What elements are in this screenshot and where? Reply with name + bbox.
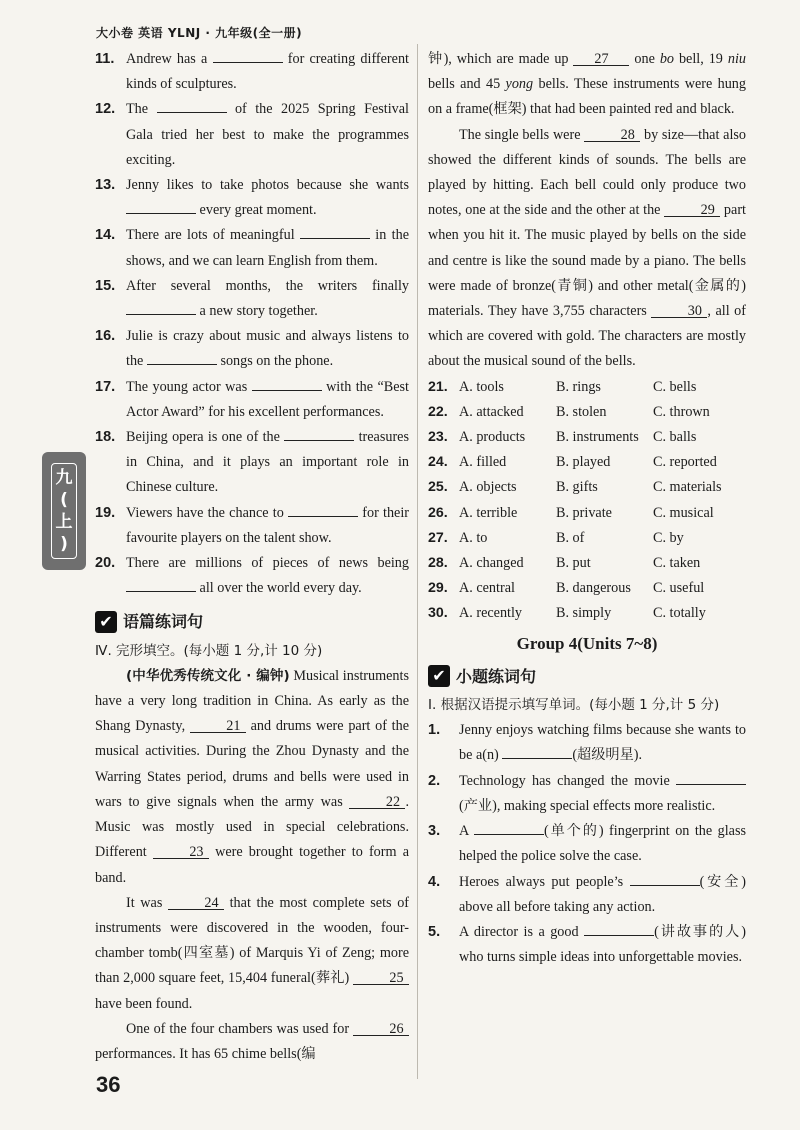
question-item [95,173,409,223]
answer-blank[interactable] [584,922,654,936]
question-text: Jenny enjoys watching films because she wants to be a(n) [459,722,746,764]
question-text: for their favourite players on the talent show. [126,504,410,546]
question-text: Jenny likes to take photos because she wants [126,177,409,194]
option-a[interactable]: A. recently [459,605,523,622]
question-item [95,274,409,324]
side-tab-char: 九 [55,468,73,488]
question-text: (超级明星). [572,747,643,764]
question-text: There are lots of meaningful [126,227,300,244]
question-text: with the “Best Actor Award” for his excellent performances. [126,378,409,420]
question-number: 19. [95,504,116,521]
question-text: treasures in China, and it plays an important role in Chinese culture. [126,429,409,496]
question-text: (单个的) fingerprint on the glass helped the police solve the case. [459,823,747,865]
question-number: 4. [428,873,441,890]
answer-blank[interactable] [252,377,322,391]
question-text: (产业), making special effects more realistic. [459,797,716,814]
question-text: (讲故事的人) who turns simple ideas into unforgettable movies. [459,923,746,966]
option-number: 24. [428,454,448,471]
side-tab-char: ( [60,490,68,510]
option-c[interactable]: C. bells [653,378,697,395]
question-number: 18. [95,429,116,446]
section-title: 小题练词句 [456,666,537,686]
option-number: 30. [428,605,448,622]
option-row [428,576,746,601]
question-text: songs on the phone. [216,353,334,370]
option-a[interactable]: A. to [459,529,488,546]
option-row [428,501,746,526]
option-c[interactable]: C. musical [653,504,714,521]
cloze-paragraph-3-cont: 钟), which are made up 27 one bo bell, 19 niu bells and 45 yong bells. These instruments were hung on a frame(框架) that had been painted red and black. [428,51,746,118]
answer-blank[interactable] [147,351,217,365]
option-number: 27. [428,529,448,546]
question-text: Viewers have the chance to [126,504,289,521]
right-column [428,47,746,970]
side-tab-char: ) [60,534,68,554]
question-item [95,551,409,601]
option-number: 26. [428,504,448,521]
question-number: 12. [95,101,116,118]
section-heading-words [428,664,746,689]
question-text: The [126,101,157,118]
section-heading-discourse [95,609,409,634]
answer-blank[interactable] [126,200,196,214]
question-number: 15. [95,277,116,294]
option-number: 23. [428,429,448,446]
left-column [95,47,409,1067]
option-row [428,450,746,475]
question-text: a new story together. [196,303,318,320]
question-number: 16. [95,328,116,345]
option-b[interactable]: B. put [556,555,591,572]
answer-blank[interactable] [213,49,283,63]
option-b[interactable]: B. stolen [556,403,607,420]
question-number: 14. [95,227,116,244]
option-b[interactable]: B. instruments [556,429,639,446]
question-text: in the shows, and we can learn English from them. [126,227,409,269]
blank-25[interactable]: 25 [353,971,409,985]
answer-blank[interactable] [474,821,544,835]
cloze-instruction: Ⅳ. 完形填空。(每小题 1 分,计 10 分) [95,642,323,659]
question-number: 5. [428,923,441,940]
blank-29[interactable]: 29 [664,203,720,217]
option-a[interactable]: A. central [459,580,515,597]
option-b[interactable]: B. gifts [556,479,598,496]
cloze-paragraph-1: (中华优秀传统文化 · 编钟) Musical instruments have a very long tradition in China. As early as the Shang Dynasty, 21 and drums were part of the musical activities. During the Zhou Dynasty and the Warring States period, drums and bells were used in wars to give signals when the army was 22 . Music was mostly used in special celebrations. Different 23 were brought together to form a band. [95,667,409,886]
fill-instruction: Ⅰ. 根据汉语提示填写单词。(每小题 1 分,计 5 分) [428,697,720,714]
question-item [428,769,746,819]
option-a[interactable]: A. attacked [459,403,524,420]
question-text: every great moment. [196,202,317,219]
answer-blank[interactable] [630,872,700,886]
answer-blank[interactable] [502,745,572,759]
option-a[interactable]: A. terrible [459,504,518,521]
question-text: (安全) above all before taking any action. [459,873,746,915]
blank-23[interactable]: 23 [153,845,209,859]
answer-blank[interactable] [288,503,358,517]
section-title: 语篇练词句 [123,612,204,632]
side-tab-char: 上 [55,512,73,532]
option-b[interactable]: B. dangerous [556,580,631,597]
column-divider [417,44,418,1079]
question-text: Julie is crazy about music and always listens to the [126,328,409,370]
question-text: A [459,823,474,840]
option-c[interactable]: C. useful [653,580,705,597]
question-text: Andrew has a [126,51,213,67]
question-item [428,819,746,869]
option-a[interactable]: A. changed [459,555,524,572]
option-row [428,601,746,626]
question-item [95,324,409,374]
option-b[interactable]: B. played [556,454,611,471]
question-number: 11. [95,51,115,67]
question-text: The young actor was [126,378,252,395]
hint-fill-items [428,718,746,970]
option-c[interactable]: C. by [653,529,684,546]
option-row [428,526,746,551]
answer-blank[interactable] [676,771,746,785]
answer-options [428,375,746,627]
question-text: A director is a good [459,923,585,940]
answer-blank[interactable] [300,225,370,239]
option-a[interactable]: A. tools [459,378,504,395]
page-number: 36 [96,1072,121,1097]
option-number: 29. [428,580,448,597]
blank-27[interactable]: 27 [573,52,629,66]
cloze-source: (中华优秀传统文化 · 编钟) [126,667,290,684]
answer-blank[interactable] [126,578,196,592]
question-item [95,97,409,173]
question-number: 1. [428,722,441,739]
question-item [95,375,409,425]
option-a[interactable]: A. filled [459,454,507,471]
option-b[interactable]: B. rings [556,378,601,395]
answer-blank[interactable] [284,427,354,441]
option-number: 22. [428,403,448,420]
option-c[interactable]: C. taken [653,555,701,572]
blank-22[interactable]: 22 [349,795,405,809]
option-number: 21. [428,378,448,395]
question-item [428,718,746,768]
option-c[interactable]: C. balls [653,429,697,446]
option-row [428,400,746,425]
question-item [428,870,746,920]
checkmark-icon: ✔ [428,665,450,687]
question-text: There are millions of pieces of news being [126,555,409,572]
blank-26[interactable]: 26 [353,1022,409,1036]
question-text: all over the world every day. [196,580,362,597]
checkmark-icon: ✔ [95,611,117,633]
option-c[interactable]: C. reported [653,454,717,471]
question-item [95,223,409,273]
cloze-paragraph-4: The single bells were 28 by size—that also showed the different kinds of sounds. The bells are played by hitting. Each bell could only produce two notes, one at the side and the other at the 29 part when you hit it. The music played by bells on the side and centre is like the sound made by a piano. The bells were made of bronze(青铜) and other metal(金属的) materials. They have 3,755 characters 30 , all of which are covered with gold. The characters are mostly about the musical sound of the bells. [428,126,747,370]
blank-24[interactable]: 24 [168,896,224,910]
question-item [428,920,746,970]
question-text: Beijing opera is one of the [126,429,285,446]
question-item [95,47,409,97]
grade-side-tab [42,452,86,570]
option-row [428,475,746,500]
page-header: 大小卷 英语 YLNJ · 九年级(全一册) [96,26,303,40]
blank-30[interactable]: 30 [651,304,707,318]
option-c[interactable]: C. totally [653,605,706,622]
cloze-paragraph-2: It was 24 that the most complete sets of instruments were discovered in the wooden, four-chamber tomb(四室墓) of Marquis Yi of Zeng; more than 2,000 square feet, 15,404 funeral(葬礼) 25 have been found. [95,894,410,1012]
blank-28[interactable]: 28 [584,128,640,142]
option-b[interactable]: B. of [556,529,585,546]
question-text: for creating different kinds of sculptures. [126,51,409,93]
question-text: After several months, the writers finally [126,277,409,294]
question-item [95,501,409,551]
fill-in-items [95,47,409,601]
question-item [95,425,409,501]
question-text: Technology has changed the movie [459,772,676,789]
option-row [428,551,746,576]
option-number: 25. [428,479,448,496]
side-tab-label [51,463,77,559]
question-number: 2. [428,772,441,789]
question-number: 3. [428,823,441,840]
option-b[interactable]: B. simply [556,605,612,622]
option-number: 28. [428,555,448,572]
option-a[interactable]: A. products [459,429,526,446]
answer-blank[interactable] [157,99,227,113]
question-number: 20. [95,555,116,572]
option-row [428,375,746,400]
question-number: 17. [95,378,116,395]
option-b[interactable]: B. private [556,504,612,521]
cloze-paragraph-3: One of the four chambers was used for 26 performances. It has 65 chime bells(编 [95,1017,409,1067]
group-title: Group 4(Units 7~8) [516,633,658,653]
option-c[interactable]: C. materials [653,479,722,496]
question-text: Heroes always put people’s [459,873,630,890]
option-row [428,425,746,450]
option-c[interactable]: C. thrown [653,403,710,420]
question-text: of the 2025 Spring Festival Gala tried her best to make the programmes exciting. [126,101,409,168]
option-a[interactable]: A. objects [459,479,517,496]
question-number: 13. [95,177,116,194]
answer-blank[interactable] [126,301,196,315]
blank-21[interactable]: 21 [190,719,246,733]
